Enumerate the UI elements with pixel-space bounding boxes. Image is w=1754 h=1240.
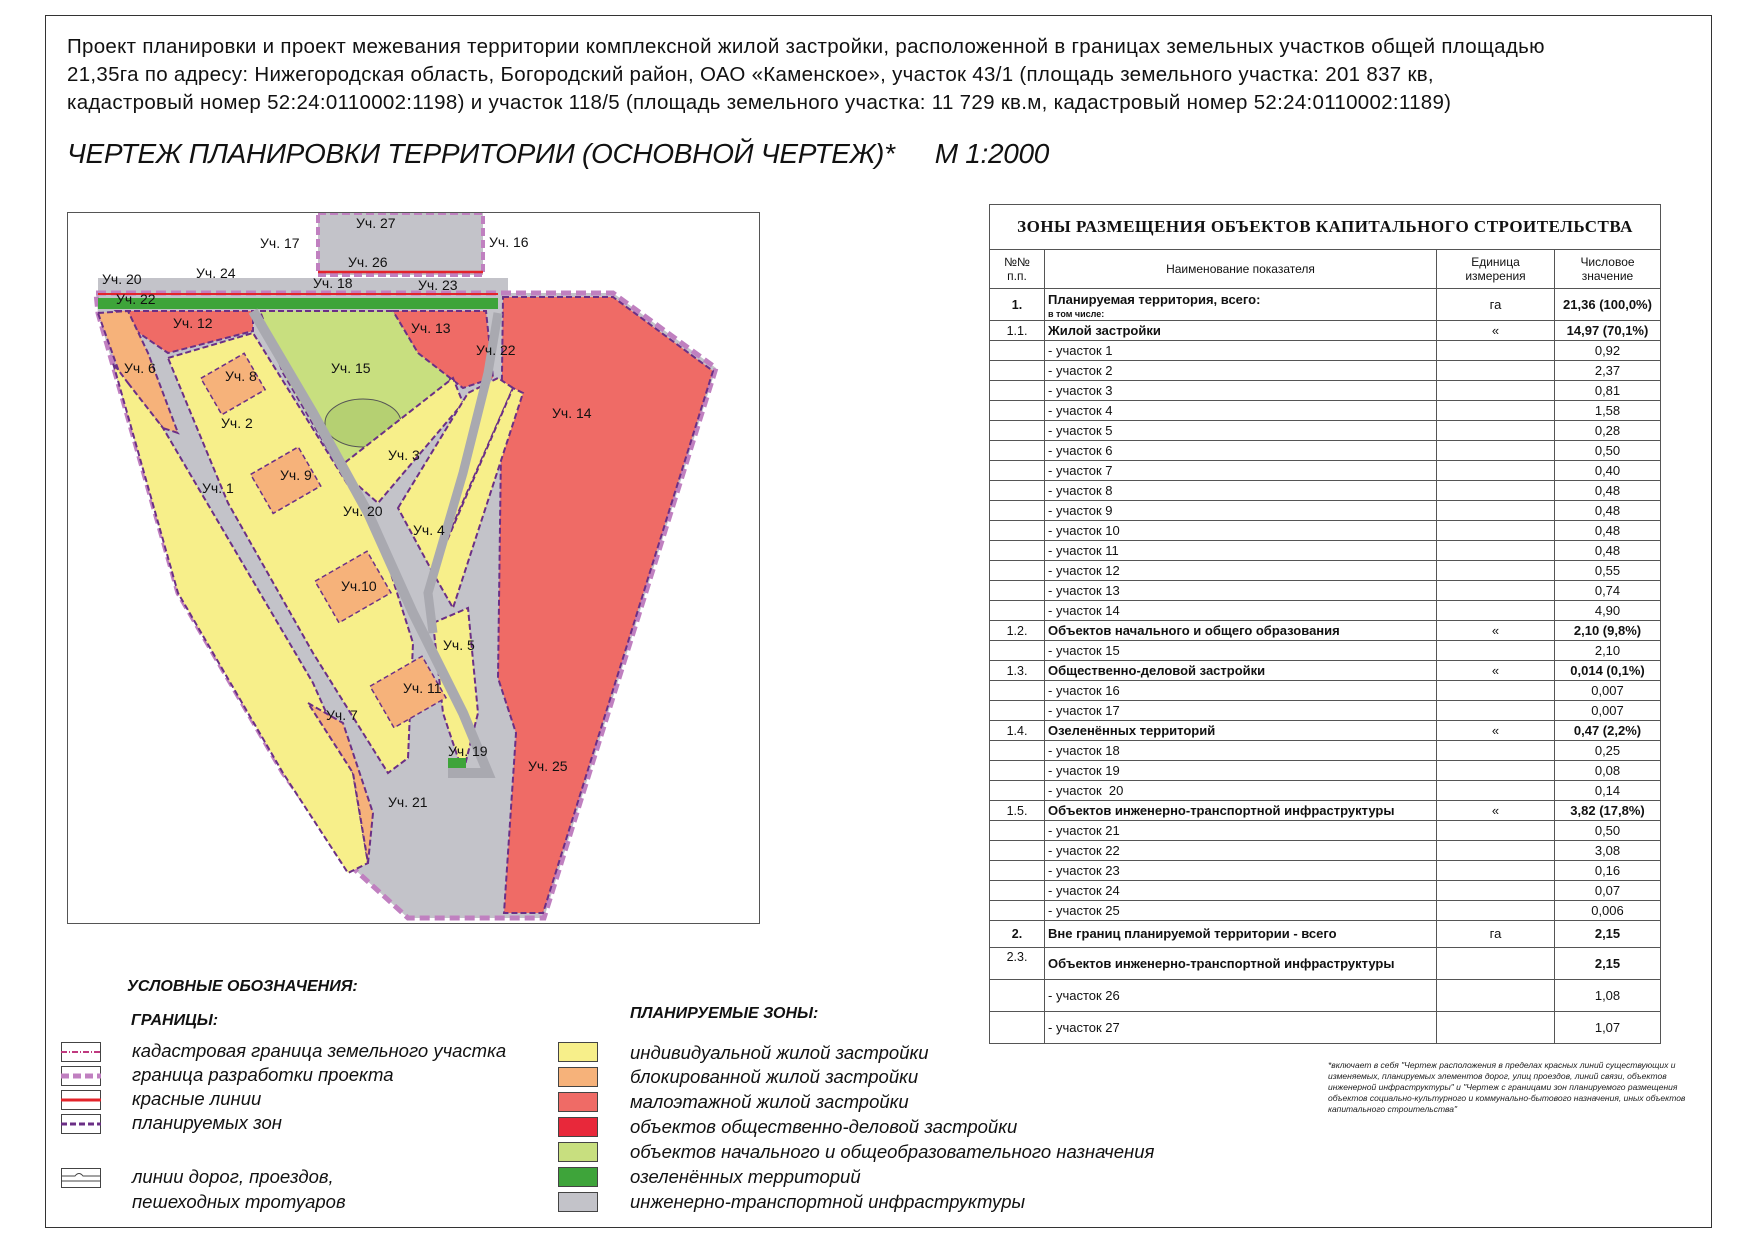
table-row: 1.2. Объектов начального и общего образования « 2,10 (9,8%)	[990, 621, 1661, 641]
legend-zones-title: ПЛАНИРУЕМЫЕ ЗОНЫ:	[630, 1005, 819, 1022]
label-u10: Уч.10	[341, 578, 377, 594]
label-u19: Уч. 19	[448, 743, 488, 759]
project-border-swatch	[61, 1066, 101, 1086]
table-row: 1. Планируемая территория, всего: в том числе: га 21,36 (100,0%)	[990, 289, 1661, 321]
legend-zone-public: объектов общественно-деловой застройки	[630, 1116, 1018, 1137]
drawing-title-text: ЧЕРТЕЖ ПЛАНИРОВКИ ТЕРРИТОРИИ (ОСНОВНОЙ ЧЕРТЕЖ)*	[67, 138, 895, 169]
table-header-row	[990, 250, 1661, 289]
table-row: - участок 7 0,40	[990, 461, 1661, 481]
table-row: - участок 2 2,37	[990, 361, 1661, 381]
label-u11: Уч. 11	[403, 680, 442, 696]
zone-swatch-education	[558, 1142, 598, 1162]
legend-zone-green: озеленённых территорий	[630, 1166, 861, 1187]
label-u16: Уч. 16	[489, 234, 529, 250]
legend-roads-line1: линии дорог, проездов,	[132, 1166, 334, 1187]
planning-map	[67, 212, 760, 924]
label-u13: Уч. 13	[411, 320, 451, 336]
table-row: - участок 6 0,50	[990, 441, 1661, 461]
label-u2: Уч. 2	[221, 415, 253, 431]
legend-red-lines: красные линии	[132, 1088, 262, 1109]
table-row: - участок 5 0,28	[990, 421, 1661, 441]
legend-cadastral-border: кадастровая граница земельного участка	[132, 1040, 507, 1061]
table-row: - участок 18 0,25	[990, 741, 1661, 761]
label-u8: Уч. 8	[225, 368, 257, 384]
table-row: 2. Вне границ планируемой территории - всего га 2,15	[990, 921, 1661, 948]
col-val: Числовое значение	[1555, 250, 1661, 289]
table-row: - участок 19 0,08	[990, 761, 1661, 781]
table-row: - участок 23 0,16	[990, 861, 1661, 881]
table-row: - участок 25 0,006	[990, 901, 1661, 921]
label-u6: Уч. 6	[124, 360, 156, 376]
plot-19	[448, 758, 466, 768]
zones-table	[989, 204, 1661, 1044]
table-row: - участок 16 0,007	[990, 681, 1661, 701]
table-row: - участок 9 0,48	[990, 501, 1661, 521]
label-u3: Уч. 3	[388, 447, 420, 463]
label-u22a: Уч. 22	[116, 291, 156, 307]
col-unit: Единица измерения	[1437, 250, 1555, 289]
table-row: - участок 21 0,50	[990, 821, 1661, 841]
planning-map-svg	[68, 213, 760, 924]
label-u27: Уч. 27	[356, 215, 396, 231]
table-row: - участок 14 4,90	[990, 601, 1661, 621]
table-row: - участок 3 0,81	[990, 381, 1661, 401]
plot-14	[498, 297, 713, 913]
table-row: - участок 4 1,58	[990, 401, 1661, 421]
red-line-swatch	[61, 1090, 101, 1110]
project-header	[67, 33, 1687, 117]
header-line-2: 21,35га по адресу: Нижегородская область, Богородский район, ОАО «Каменское», участок 43/1 (площадь земельного участка: 201 837 кв,	[67, 63, 1434, 86]
table-row: 1.3. Общественно-деловой застройки « 0,014 (0,1%)	[990, 661, 1661, 681]
label-u14: Уч. 14	[552, 405, 592, 421]
label-u25: Уч. 25	[528, 758, 568, 774]
col-num: №№ п.п.	[990, 250, 1045, 289]
drawing-title	[67, 138, 1049, 170]
label-u1: Уч. 1	[202, 480, 234, 496]
legend-zone-lowrise: малоэтажной жилой застройки	[630, 1091, 909, 1112]
col-name: Наименование показателя	[1045, 250, 1437, 289]
label-u12: Уч. 12	[173, 315, 213, 331]
legend-roads-line2: пешеходных тротуаров	[132, 1191, 346, 1212]
table-row: - участок 8 0,48	[990, 481, 1661, 501]
zone-swatch-public	[558, 1117, 598, 1137]
legend-zone-education: объектов начального и общеобразовательного назначения	[630, 1141, 1155, 1162]
plot-18-green	[98, 298, 498, 309]
legend-project-border: граница разработки проекта	[132, 1064, 394, 1085]
table-row: 1.5. Объектов инженерно-транспортной инфраструктуры « 3,82 (17,8%)	[990, 801, 1661, 821]
cadastral-border-swatch	[61, 1042, 101, 1062]
zone-swatch-blocked	[558, 1067, 598, 1087]
zone-swatch-green	[558, 1167, 598, 1187]
table-row: - участок 26 1,08	[990, 980, 1661, 1012]
table-row: - участок 24 0,07	[990, 881, 1661, 901]
table-caption: ЗОНЫ РАЗМЕЩЕНИЯ ОБЪЕКТОВ КАПИТАЛЬНОГО СТРОИТЕЛЬСТВА	[990, 205, 1661, 250]
table-row: - участок 11 0,48	[990, 541, 1661, 561]
label-u4: Уч. 4	[413, 522, 445, 538]
table-row: - участок 20 0,14	[990, 781, 1661, 801]
table-row: 1.4. Озеленённых территорий « 0,47 (2,2%)	[990, 721, 1661, 741]
table-row: - участок 1 0,92	[990, 341, 1661, 361]
label-u5: Уч. 5	[443, 637, 475, 653]
table-row: - участок 12 0,55	[990, 561, 1661, 581]
zone-swatch-infrastructure	[558, 1192, 598, 1212]
header-line-3: кадастровый номер 52:24:0110002:1198) и участок 118/5 (площадь земельного участка: 11 729 кв.м, кадастровый номер 52:24:0110002:1189)	[67, 91, 1452, 114]
table-row: - участок 10 0,48	[990, 521, 1661, 541]
label-u7: Уч. 7	[326, 707, 358, 723]
label-u9: Уч. 9	[280, 467, 312, 483]
label-u23: Уч. 23	[418, 277, 458, 293]
row-sub: в том числе:	[1048, 308, 1105, 319]
label-u26: Уч. 26	[348, 254, 388, 270]
legend-borders-title: ГРАНИЦЫ:	[131, 1012, 219, 1029]
table-row: - участок 15 2,10	[990, 641, 1661, 661]
header-line-1: Проект планировки и проект межевания территории комплексной жилой застройки, расположенной в границах земельных участков общей площадью	[67, 35, 1545, 58]
table-row: 1.1. Жилой застройки « 14,97 (70,1%)	[990, 321, 1661, 341]
table-row: - участок 22 3,08	[990, 841, 1661, 861]
label-u17: Уч. 17	[260, 235, 300, 251]
label-u18: Уч. 18	[313, 275, 353, 291]
roads-swatch	[61, 1168, 101, 1188]
legend-title: УСЛОВНЫЕ ОБОЗНАЧЕНИЯ:	[127, 978, 358, 995]
legend-zones-border: планируемых зон	[132, 1112, 282, 1133]
legend-zone-infrastructure: инженерно-транспортной инфраструктуры	[630, 1191, 1026, 1212]
row-name: Планируемая территория, всего:	[1048, 291, 1261, 307]
zone-swatch-lowrise	[558, 1092, 598, 1112]
label-u20a: Уч. 20	[102, 271, 142, 287]
plot-27	[318, 213, 483, 275]
table-row: - участок 13 0,74	[990, 581, 1661, 601]
zone-swatch-individual	[558, 1042, 598, 1062]
label-u15: Уч. 15	[331, 360, 371, 376]
label-u21: Уч. 21	[388, 794, 428, 810]
footnote: *включает в себя "Чертеж расположения в пределах красных линий существующих и изменяемых, планируемых элементов дорог, улиц проездов, линий связи, объектов инженерной инфраструктуры" и "Чертеж с границами зон планируемого размещения объектов социально-культурного и коммунально-бытового назначения, иных объектов капитального строительства"	[1328, 1060, 1686, 1114]
drawing-scale: М 1:2000	[934, 138, 1050, 169]
table-row: - участок 17 0,007	[990, 701, 1661, 721]
label-u22b: Уч. 22	[476, 342, 516, 358]
table-row: 2.3. Объектов инженерно-транспортной инфраструктуры 2,15	[990, 948, 1661, 980]
legend-zone-blocked: блокированной жилой застройки	[630, 1066, 919, 1087]
legend-zone-individual: индивидуальной жилой застройки	[630, 1042, 929, 1063]
label-u20b: Уч. 20	[343, 503, 383, 519]
label-u24: Уч. 24	[196, 265, 236, 281]
zones-border-swatch	[61, 1114, 101, 1134]
table-row: - участок 27 1,07	[990, 1012, 1661, 1044]
